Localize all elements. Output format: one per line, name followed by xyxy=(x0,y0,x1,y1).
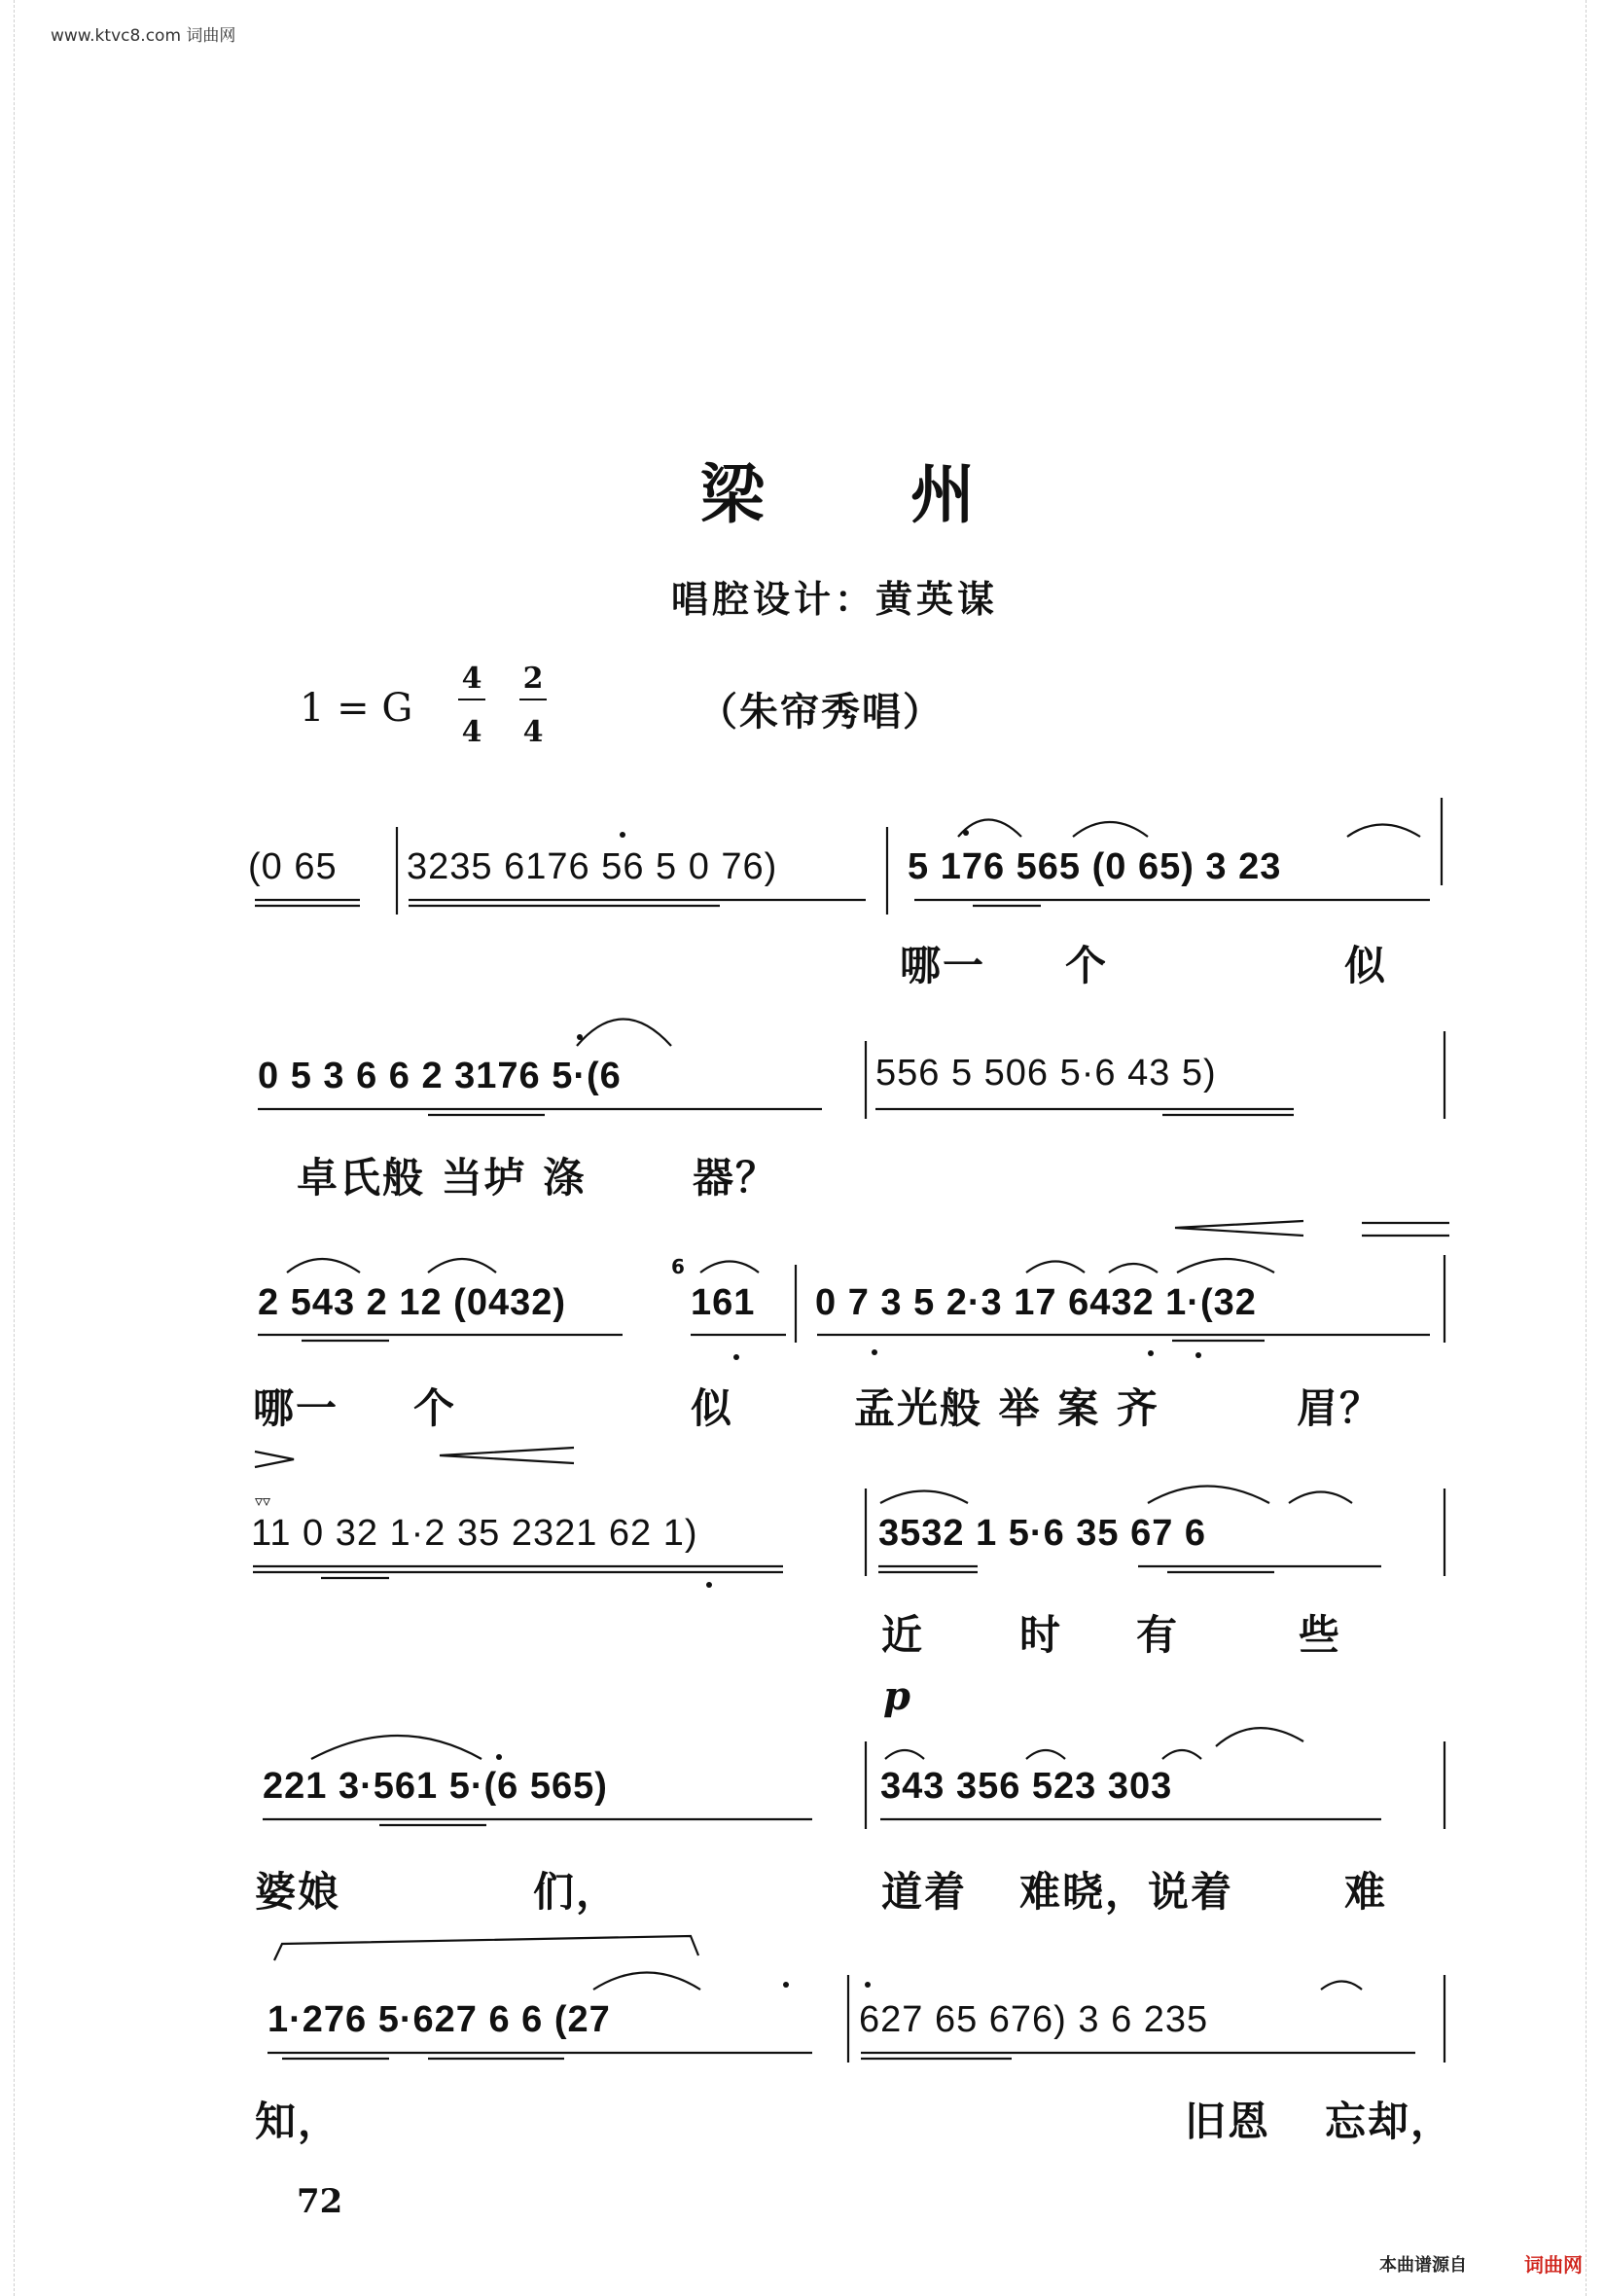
time-sig-1-num: 4 xyxy=(461,662,482,696)
row3-lyric-a: 哪一 xyxy=(253,1384,339,1432)
octave-dot xyxy=(1148,1350,1154,1356)
dynamic-piano-mark: p xyxy=(883,1673,910,1719)
row1-notes-c: 5 176 565 (0 65) 3 23 xyxy=(908,846,1282,887)
slur xyxy=(1321,1982,1362,1991)
row2-lyric-a: 卓氏般 当垆 涤 xyxy=(297,1154,587,1202)
slur xyxy=(1026,1750,1065,1759)
row4-notes-b: 3532 1 5·6 35 67 6 xyxy=(878,1513,1207,1554)
octave-dot xyxy=(577,1034,583,1040)
row1-lyric-a: 哪一 xyxy=(900,942,986,989)
row5-lyric-a: 婆娘 xyxy=(255,1868,341,1916)
row5-lyric-e: 难 xyxy=(1344,1868,1388,1916)
slur xyxy=(1073,822,1148,837)
octave-dot xyxy=(706,1582,712,1588)
row3-lyric-b: 个 xyxy=(413,1384,457,1432)
slur xyxy=(311,1736,482,1759)
row3-lyric-d: 孟光般 举 案 齐 xyxy=(854,1384,1159,1432)
slur xyxy=(1148,1487,1269,1504)
site-watermark-top: www.ktvc8.com 词曲网 xyxy=(51,26,236,46)
octave-dot xyxy=(1195,1352,1201,1358)
octave-dot xyxy=(496,1754,502,1760)
row1-lyric-c: 似 xyxy=(1344,942,1388,989)
row1-lyric-b: 个 xyxy=(1065,942,1109,989)
page-number: 72 xyxy=(297,2182,343,2221)
octave-dot xyxy=(865,1982,871,1988)
octave-dot xyxy=(783,1982,789,1988)
slur xyxy=(1162,1750,1201,1759)
row2-notes-b: 556 5 506 5·6 43 5) xyxy=(875,1053,1217,1094)
crescendo-hairpin xyxy=(440,1448,574,1463)
song-title: 梁州 xyxy=(700,456,1121,532)
row5-notes-b: 343 356 523 303 xyxy=(880,1766,1173,1807)
row5-lyric-c: 道着 xyxy=(881,1868,968,1916)
row6-lyric-b: 旧恩 xyxy=(1185,2098,1271,2145)
octave-dot xyxy=(733,1354,739,1360)
octave-dot xyxy=(872,1349,877,1355)
row4-lyric-b: 时 xyxy=(1019,1611,1063,1659)
row6-lyric-c: 忘却， xyxy=(1325,2098,1454,2145)
grace-note: 6 xyxy=(671,1255,685,1278)
slur xyxy=(1177,1259,1274,1273)
slur xyxy=(287,1259,360,1273)
row1-notes-b: 3235 6176 56 5 0 76) xyxy=(407,846,778,887)
row3-notes-c: 0 7 3 5 2·3 17 6432 1·(32 xyxy=(815,1282,1257,1323)
slur xyxy=(593,1973,700,1991)
slur xyxy=(700,1262,759,1274)
key-signature: 1 = G xyxy=(300,686,413,731)
octave-dot xyxy=(963,830,969,836)
row4-notes-a: 11 0 32 1·2 35 2321 62 1) xyxy=(251,1513,698,1554)
composer-credit: 唱腔设计：黄英谋 xyxy=(671,577,999,621)
phrase-bracket xyxy=(274,1936,698,1960)
slur xyxy=(880,1491,968,1504)
slur xyxy=(1026,1262,1085,1274)
site-logo-bottom: 词曲网 xyxy=(1524,2253,1583,2277)
row5-lyric-d: 难晓，说着 xyxy=(1019,1868,1234,1916)
row3-lyric-c: 似 xyxy=(691,1384,734,1432)
slur xyxy=(1289,1492,1352,1504)
row5-notes-a: 221 3·561 5·(6 565) xyxy=(263,1766,608,1807)
slur xyxy=(1109,1264,1158,1273)
slur xyxy=(885,1750,924,1759)
accent-mark xyxy=(255,1452,294,1467)
time-sig-2-den: 4 xyxy=(522,715,544,749)
row4-lyric-a: 近 xyxy=(881,1611,925,1659)
row2-notes-a: 0 5 3 6 6 2 3176 5·(6 xyxy=(258,1056,622,1096)
time-sig-1-den: 4 xyxy=(461,715,482,749)
time-sig-2-num: 2 xyxy=(522,662,544,696)
slur xyxy=(428,1259,496,1273)
slur xyxy=(1216,1728,1303,1746)
row6-notes-b: 627 65 676) 3 6 235 xyxy=(859,1999,1209,2040)
source-watermark-bottom: 本曲谱源自 xyxy=(1379,2255,1467,2276)
row3-notes-b: 161 xyxy=(691,1282,756,1323)
row3-lyric-e: 眉？ xyxy=(1297,1384,1383,1432)
slur xyxy=(1347,825,1420,838)
accent-marks: ▿▿ xyxy=(255,1491,271,1510)
row6-lyric-a: 知， xyxy=(255,2098,341,2145)
row5-lyric-b: 们， xyxy=(533,1868,620,1916)
slur xyxy=(577,1020,671,1047)
row1-notes-a: (0 65 xyxy=(248,846,338,887)
row2-lyric-b: 器？ xyxy=(693,1154,779,1202)
row4-lyric-d: 些 xyxy=(1299,1611,1342,1659)
row3-notes-a: 2 543 2 12 (0432) xyxy=(258,1282,567,1323)
row6-notes-a: 1·276 5·627 6 6 (27 xyxy=(268,1999,611,2040)
octave-dot xyxy=(620,832,625,838)
crescendo-hairpin xyxy=(1175,1221,1303,1236)
row4-lyric-c: 有 xyxy=(1136,1611,1180,1659)
singer-credit: （朱帘秀唱） xyxy=(698,689,944,735)
